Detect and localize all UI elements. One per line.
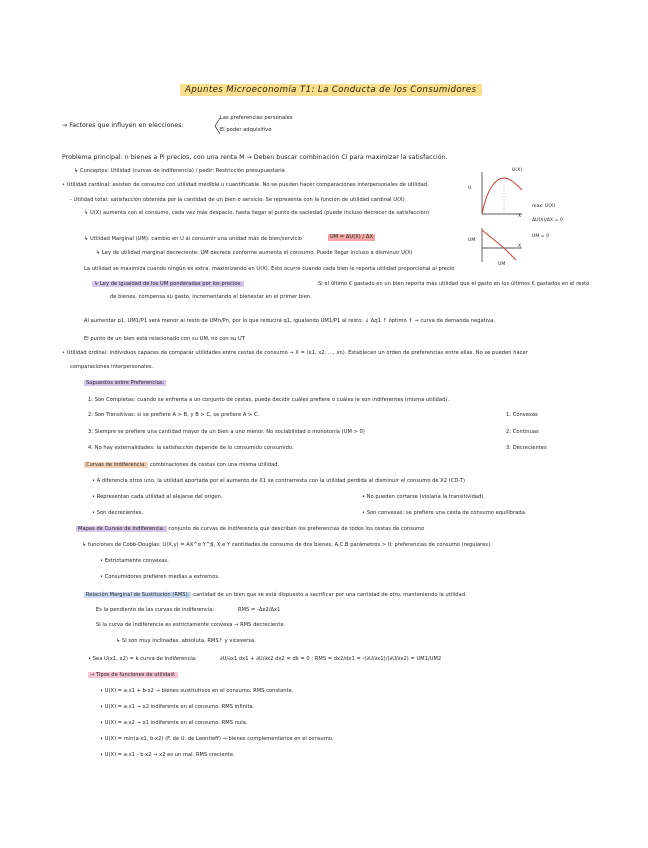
utilidad-total-sub: ↳ U(X) aumenta con el consumo, cada vez más despacio, hasta llegar al punto de saciedad (puede incluso decrecer de satisfacción) — [84, 210, 430, 216]
curvas-right-2: • Son convexas: se prefiere una cesta de consumo equilibrada. — [362, 510, 527, 516]
graph-note-derivative: ΔU(X)/ΔX = 0 — [532, 218, 563, 223]
cobb-item-2: • Consumidores prefieren medias a extremos. — [100, 574, 220, 580]
factores-lead: → Factores que influyen en elecciones: — [62, 122, 184, 129]
tipo-3: • U(X) = a·x2 → x1 indiferente en el consumo. RMS nula. — [100, 720, 248, 726]
maximiza: La utilidad se maximiza cuando ningún es extra. maximizando en U(X). Esto ocurre cuando cada bien le reporta utilidad proporcional al precio — [84, 266, 455, 272]
rms-sea: • Sea U(x1, x2) = k curva de indiferencia: — [88, 656, 197, 662]
cobb-item-1: • Estrictamente convexas. — [100, 558, 169, 564]
supuestos-heading — [84, 380, 166, 387]
ley-igualdad-text: Si el último € gastado en un bien reporta más utilidad que el gasto en los últimos € gastados en el resto — [318, 281, 590, 287]
curvas-heading — [84, 462, 279, 469]
utilidad-ordinal: • Utilidad ordinal: individuos capaces de comparar utilidades entre cestas de consumo → X = (x1, x2, ..., xn). Establecen un orden de preferencias entre ellas. No se pueden hacer — [62, 350, 528, 356]
cobb-douglas: ↳ funciones de Cobb-Douglas: U(X,y) = AX^α Y^β, X e Y cantidades de consumo de dos bienes, A,C,B parámetros > 0; preferencias de consumo (regulares). — [82, 542, 492, 548]
utilidad-ordinal-2: comparaciones interpersonales. — [70, 364, 154, 370]
problema-principal: Problema principal: n bienes a Pi precios, con una renta M → Deben buscar combinación Ci para maximizar la satisfacción. — [62, 154, 448, 161]
curvas-heading-text: Curvas de indiferencia: — [86, 462, 147, 468]
tipos-heading — [88, 672, 178, 679]
graph-bottom-curve-label: UM — [498, 262, 506, 267]
page-title: Apuntes Microeconomía T1: La Conducta de los Consumidores — [180, 84, 482, 96]
rms-heading — [84, 592, 467, 599]
curvas-item-2: • Representan cada utilidad al alejarse del origen. — [92, 494, 223, 500]
supuesto-2: 2: Son Transitivas: si se prefiere A ≻ B, y B ≻ C, se prefiere A ≻ C. — [88, 412, 260, 418]
conceptos: ↳ Conceptos: Utilidad (curvas de indiferencia) / pedir: Restricción presupuestaria — [74, 168, 285, 174]
curvas-item-1: • A diferencia otros uno, la utilidad aportada por el aumento de X1 se contrarresta con la utilidad perdida al disminuir el consumo de X2 (CD-T) — [92, 478, 466, 484]
tipo-4: • U(X) = min(a·x1, b·x2) (F. de U. de Leontieff) → bienes complementarios en el consumo. — [100, 736, 334, 742]
utilidad-cardinal: • Utilidad cardinal: existen de consumo con utilidad medible u cuantificable. No se pueden hacer comparaciones interpersonales de utilidad. — [62, 182, 429, 188]
ley-um-decreciente: ↳ Ley de utilidad marginal decreciente: UM decrece conforme aumenta el consumo. Puede llegar incluso a disminuir U(X) — [96, 250, 413, 256]
rms-heading-rest: cantidad de un bien que se está dispuesto a sacrificar por una cantidad de otro, manteniendo la utilidad. — [193, 592, 467, 598]
factor-poder-adquisitivo: El poder adquisitivo — [220, 127, 272, 133]
supuesto-1: 1: Son Completas: cuando se enfrenta a un conjunto de cestas, puede decidir cuáles prefiere o cuáles le son indiferentes (misma utilidad). — [88, 397, 450, 403]
curvas-right-1: • No pueden cortarse (violaría la transitividad). — [362, 494, 486, 500]
factor-preferencias: Las preferencias personales — [220, 115, 293, 121]
graph-top-curve-label: U(X) — [512, 168, 523, 173]
curvas-heading-rest: combinaciones de cestas con una misma utilidad. — [149, 462, 280, 468]
ley-igualdad — [92, 281, 244, 288]
um-formula: UM = ΔU(X) / ΔX — [330, 234, 373, 240]
supuesto-3: 3: Siempre se prefiere una cantidad mayor de un bien a uno menor. No sociabilidad o monotonía (UM > 0) — [88, 429, 365, 435]
graph-note-um: UM = 0 — [532, 234, 550, 239]
graph-bottom-x-label: X — [518, 244, 522, 249]
utilidad-marginal: ↳ Utilidad Marginal (UM): cambio en U al consumir una unidad más de bien/servicio — [84, 236, 302, 242]
tipo-2: • U(X) = a·x1 → x2 indiferente en el consumo. RMS infinita. — [100, 704, 255, 710]
punto-bien: El punto de un bien está relacionado con su UM, no con su UT — [84, 336, 245, 342]
ley-igualdad-title: ↳ Ley de igualdad de los UM ponderadas por los precios: — [94, 281, 243, 287]
utility-total-graph — [476, 170, 526, 220]
supuesto-right-3: 3: Decrecientes — [506, 445, 547, 451]
graph-top-x-label: X — [518, 214, 522, 219]
rms-convexa: Si la curva de indiferencia es estrictamente convexa → RMS decreciente. — [96, 622, 286, 628]
supuesto-right-1: 1: Convexas — [506, 412, 538, 418]
mapas-heading — [76, 526, 424, 533]
tipo-5: • U(X) = a·x1 - b·x2 → x2 es un mal. RMS creciente. — [100, 752, 235, 758]
mapas-heading-text: Mapas de Curvas de Indiferencia: — [78, 526, 165, 532]
supuesto-right-2: 2: Continuas — [506, 429, 539, 435]
supuestos-heading-text: Supuestos sobre Preferencias: — [86, 380, 165, 386]
graph-note-max: max: U(X) — [532, 204, 556, 209]
graph-bottom-y-label: UM — [468, 238, 476, 243]
tipos-heading-text: → Tipos de funciones de utilidad: — [90, 672, 176, 678]
supuesto-4: 4: No hay externalidades: la satisfacción depende de lo consumido consumido. — [88, 445, 294, 451]
rms-pendiente: Es la pendiente de las curvas de indiferencia: — [96, 607, 215, 613]
aumentar-precio: Al aumentar p1, UM1/P1 será menor al resto de UMn/Pn, por lo que reducirá q1, igualando UM1/P1 al resto: ↓ Δq1 ↑ óptimo ↑ → curva de demanda negativa. — [84, 318, 496, 324]
graph-top-y-label: U — [468, 186, 472, 191]
rms-heading-text: Relación Marginal de Sustitución (RMS): — [86, 592, 190, 598]
rms-inclinadas: ↳ Si son muy inclinadas, absoluta, RMS↑ y viceversa. — [116, 638, 256, 644]
curvas-item-3: • Son decrecientes. — [92, 510, 144, 516]
tipo-1: • U(X) = a·x1 + b·x2 → bienes sustitutivos en el consumo. RMS constante. — [100, 688, 294, 694]
mapas-heading-rest: conjunto de curvas de indiferencia que describen los preferencias de todos los cestas de consumo — [168, 526, 425, 532]
utilidad-total: - Utilidad total: satisfacción obtenida por la cantidad de un bien o servicio. Se representa con la función de utilidad cardinal U(X) — [70, 197, 405, 203]
rms-sea-formula: ∂U/∂x1 dx1 + ∂U/∂x2 dx2 = dk = 0 ; RMS = dx2/dx1 = -(∂U/∂x1)/(∂U/∂x2) = UM1/UM2 — [220, 656, 442, 662]
rms-formula: RMS = -Δx2/Δx1 — [238, 607, 281, 613]
ley-igualdad-text-2: de bienes, compensa su gasto, incrementando el bienestar en el primer bien. — [110, 294, 312, 300]
